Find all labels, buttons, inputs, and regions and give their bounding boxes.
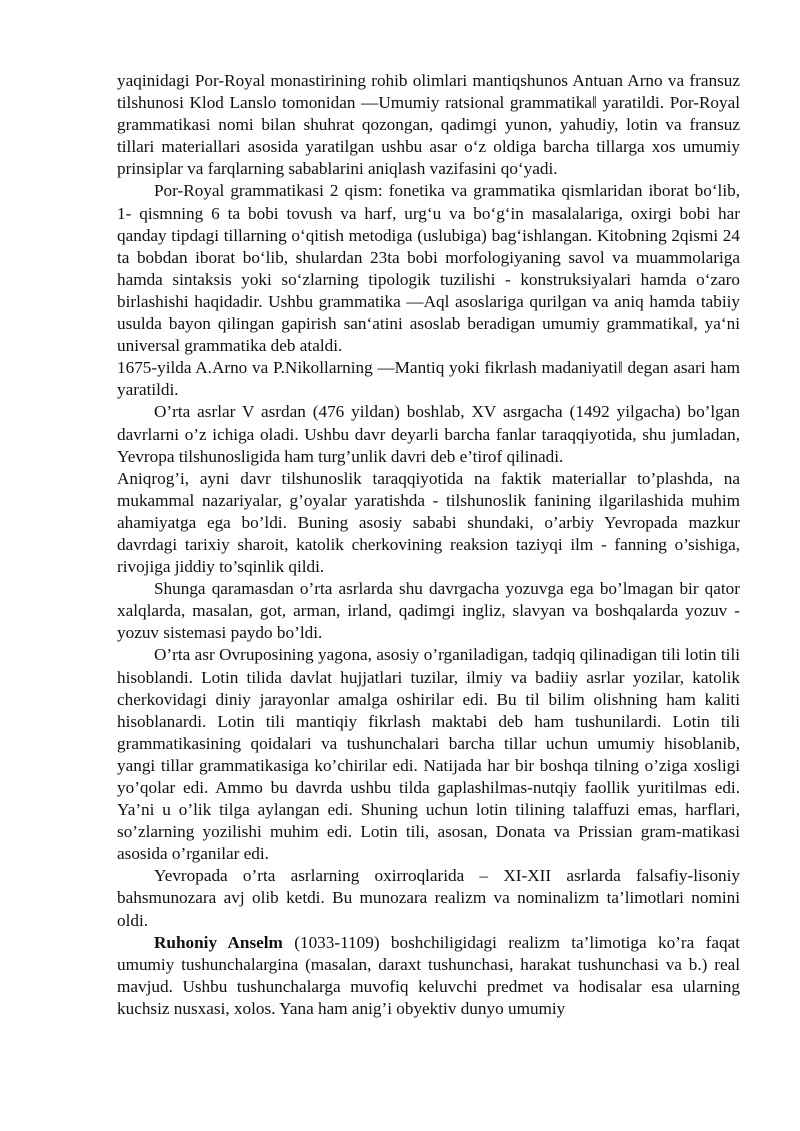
paragraph-text: (1033-1109) boshchiligidagi realizm ta’limotiga ko’ra faqat umumiy tushunchalargina (masalan, daraxt tushunchasi, harakat tushunchasi va b.) real mavjud. Ushbu tushunchalarga muvofiq keluvchi predmet va hodisalar esa ularning kuchsiz nusxasi, xolos. Yana ham anig’i obyektiv dunyo umumiy: [117, 932, 740, 1018]
paragraph: Yevropada o’rta asrlarning oxirroqlarida – XI-XII asrlarda falsafiy-lisoniy bahsmunozara avj olib ketdi. Bu munozara realizm va nominalizm ta’limotlari nomini oldi.: [117, 866, 740, 930]
paragraph: Por-Royal grammatikasi 2 qism: fonetika va grammatika qismlaridan iborat bo‘lib, 1- qismning 6 ta bobi tovush va harf, urg‘u va bo‘g‘in masalalariga, oxirgi bobi har qanday tipdagi tillarning o‘qitish metodiga (uslubiga) bag‘ishlangan. Kitobning 2qismi 24 ta bobdan iborat bo‘lib, shulardan 23ta bobi morfologiyaning savol va muammolariga hamda sintaksis yoki so‘zlarning tipologik tuzilishi - konstruksiyalari hamda o‘zaro birlashishi haqidadir. Ushbu grammatika ―Aql asoslariga qurilgan va aniq hamda tabiiy usulda bayon qilingan gapirish san‘atini asoslab beradigan umumiy grammatika‖, ya‘ni universal grammatika deb ataldi.: [117, 181, 740, 356]
paragraph: O’rta asr Ovruposining yagona, asosiy o’rganiladigan, tadqiq qilinadigan tili lotin tili hisoblandi. Lotin tilida davlat hujjatlari tuzilar, ilmiy va badiiy asrlar yozilar, katolik cherkovidagi diniy jarayonlar amalga oshirilar edi. Bu til bilim olishning ham kaliti hisoblanardi. Lotin tili mantiqiy fikrlash maktabi deb ham tushunilardi. Lotin tili grammatikasining qoidalari va tushunchalari barcha tillar uchun umumiy hisoblanib, yangi tillar grammatikasiga ko’chirilar edi. Natijada har bir boshqa tilning o’ziga xosligi yo’qolar edi. Ammo bu davrda ushbu tilda gaplashilmas-nutqiy faollik yuritilmas edi. Ya’ni u o’lik tilga aylangan edi. Shuning uchun lotin tilining talaffuzi emas, harflari, so’zlarning yozilishi muhim edi. Lotin tili, asosan, Donata va Prissian gram-matikasi asosida o’rganilar edi.: [117, 645, 740, 864]
paragraph: Aniqrog’i, ayni davr tilshunoslik taraqqiyotida na faktik materiallar to’plashda, na mukammal nazariyalar, g’oyalar yaratishda - tilshunoslik fanining ilgarilashida muhim ahamiyatga ega bo’ldi. Buning asosiy sababi shundaki, o’arbiy Yevropada mazkur davrdagi tarixiy sharoit, katolik cherkovining reaksion taziyqi ilm - fanning o’sishiga, rivojiga jiddiy to’sqinlik qildi.: [117, 468, 740, 577]
paragraph-last: [117, 932, 740, 1020]
body-text: [117, 70, 740, 1020]
bold-lead: Ruhoniy Anselm: [154, 932, 283, 952]
paragraph: 1675-yilda A.Arno va P.Nikollarning ―Mantiq yoki fikrlash madaniyati‖ degan asari ham yaratildi.: [117, 358, 740, 400]
paragraph: yaqinidagi Por-Royal monastirining rohib olimlari mantiqshunos Antuan Arno va fransuz tilshunosi Klod Lanslo tomonidan ―Umumiy ratsional grammatika‖ yaratildi. Por-Royal grammatikasi nomi bilan shuhrat qozongan, qadimgi yunon, yahudiy, lotin va fransuz tillari materiallari asosida yaratilgan ushbu asar o‘z oldiga barcha tillarga xos umumiy prinsiplar va farqlarning sabablarini aniqlash vazifasini qo‘yadi.: [117, 71, 740, 179]
paragraph: O’rta asrlar V asrdan (476 yildan) boshlab, XV asrgacha (1492 yilgacha) bo’lgan davrlarni o’z ichiga oladi. Ushbu davr deyarli barcha fanlar taraqqiyotida, shu jumladan, Yevropa tilshunosligida ham turg’unlik davri deb e’tirof qilinadi.: [117, 402, 740, 466]
paragraph: Shunga qaramasdan o’rta asrlarda shu davrgacha yozuvga ega bo’lmagan bir qator xalqlarda, masalan, got, arman, irland, qadimgi ingliz, slavyan va boshqalarda yozuv - yozuv sistemasi paydo bo’ldi.: [117, 579, 740, 643]
